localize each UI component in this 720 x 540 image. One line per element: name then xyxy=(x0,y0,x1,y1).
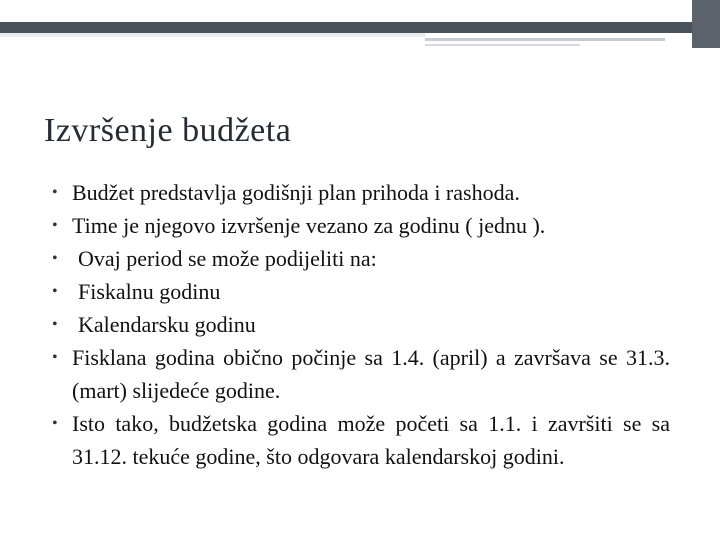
bullet-text: Budžet predstavlja godišnji plan prihoda i rashoda. xyxy=(72,180,520,205)
top-accent-line-1 xyxy=(425,38,665,41)
bullet-text: Time je njegovo izvršenje vezano za godinu ( jednu ). xyxy=(72,213,546,238)
bullet-item xyxy=(52,407,670,473)
bullet-text: Kalendarsku godinu xyxy=(78,312,256,337)
bullet-icon: • xyxy=(52,415,58,432)
bullet-list xyxy=(52,176,670,473)
top-right-block xyxy=(692,0,720,48)
slide-title: Izvršenje budžeta xyxy=(44,112,292,149)
bullet-icon: • xyxy=(52,184,58,201)
bullet-icon: • xyxy=(52,217,58,234)
bullet-icon: • xyxy=(52,250,58,267)
bullet-item xyxy=(52,242,670,275)
bullet-text: Ovaj period se može podijeliti na: xyxy=(78,246,377,271)
bullet-item xyxy=(52,209,670,242)
bullet-text: Isto tako, budžetska godina može početi sa 1.1. i završiti se sa 31.12. tekuće godine, što odgovara kalendarskoj godini. xyxy=(72,411,670,469)
bullet-icon: • xyxy=(52,283,58,300)
top-accent-line-2 xyxy=(425,44,580,46)
top-light-line xyxy=(0,33,425,37)
bullet-text: Fisklana godina obično počinje sa 1.4. (april) a završava se 31.3. (mart) slijedeće godine. xyxy=(72,345,670,403)
bullet-item xyxy=(52,176,670,209)
bullet-icon: • xyxy=(52,349,58,366)
bullet-item xyxy=(52,341,670,407)
top-band xyxy=(0,0,720,22)
top-dark-line xyxy=(0,22,720,33)
top-decorative-bar xyxy=(0,0,720,48)
bullet-item xyxy=(52,308,670,341)
bullet-text: Fiskalnu godinu xyxy=(78,279,221,304)
bullet-icon: • xyxy=(52,316,58,333)
bullet-item xyxy=(52,275,670,308)
